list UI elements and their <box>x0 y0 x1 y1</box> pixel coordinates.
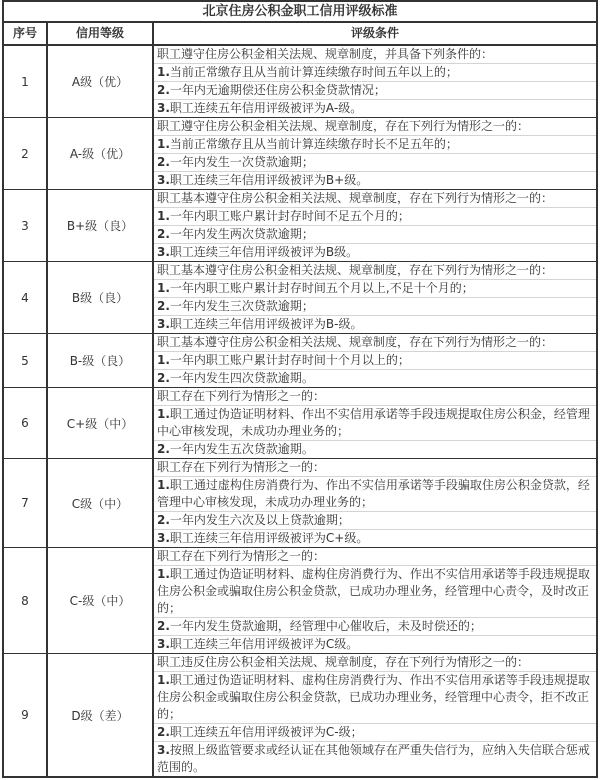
condition-item: 职工存在下列行为情形之一的： <box>157 389 326 403</box>
credit-grade-cell: C级（中） <box>46 459 152 547</box>
condition-item: 3.职工连续五年信用评级被评为A-级。 <box>154 99 596 117</box>
condition-item: 职工基本遵守住房公积金相关法规、规章制度，存在下列行为情形之一的： <box>157 335 554 349</box>
condition-item: 职工违反住房公积金相关法规、规章制度，存在下列行为情形之一的： <box>157 655 530 669</box>
table-row <box>4 46 596 118</box>
conditions-cell <box>152 654 596 776</box>
condition-item: 1.一年内职工账户累计封存时间五个月以上,不足十个月的； <box>154 279 596 297</box>
table-row <box>4 118 596 190</box>
condition-item: 1.职工通过伪造证明材料、虚构住房消费行为、作出不实信用承诺等手段违规提取住房公积金或骗取住房公积金贷款，已成功办理业务，经管理中心责令，拒不改正的； <box>154 671 596 723</box>
conditions-cell <box>152 388 596 458</box>
condition-item: 2.一年内发生一次贷款逾期； <box>154 153 596 171</box>
condition-item: 1.当前正常缴存且从当前计算连续缴存时间五年以上的； <box>154 63 596 81</box>
condition-item: 职工存在下列行为情形之一的： <box>157 549 326 563</box>
header-cell-conditions: 评级条件 <box>152 23 596 44</box>
condition-item: 1.职工通过伪造证明材料、虚构住房消费行为、作出不实信用承诺等手段违规提取住房公积金或骗取住房公积金贷款，已成功办理业务，经管理中心责令，及时改正的； <box>154 565 596 617</box>
credit-rating-table <box>2 0 598 778</box>
condition-item: 2.一年内发生两次贷款逾期； <box>154 225 596 243</box>
condition-item: 3.职工连续三年信用评级被评为C+级。 <box>154 529 596 547</box>
condition-item: 2.一年内发生六次及以上贷款逾期； <box>154 511 596 529</box>
row-number-cell: 5 <box>21 353 29 368</box>
row-number-cell: 2 <box>21 146 29 161</box>
condition-item: 职工遵守住房公积金相关法规、规章制度，存在下列行为情形之一的： <box>157 119 530 133</box>
condition-item: 3.职工连续三年信用评级被评为B-级。 <box>154 315 596 333</box>
table-body <box>4 46 596 776</box>
condition-item: 2.职工连续五年信用评级被评为C-级； <box>154 723 596 741</box>
row-number-cell: 4 <box>21 290 29 305</box>
condition-item: 2.一年内发生三次贷款逾期； <box>154 297 596 315</box>
table-row <box>4 459 596 548</box>
conditions-cell <box>152 459 596 547</box>
condition-item: 2.一年内发生五次贷款逾期。 <box>154 440 596 458</box>
condition-item: 3.职工连续三年信用评级被评为C级。 <box>154 635 596 653</box>
credit-grade-cell: D级（差） <box>46 654 152 776</box>
condition-item: 1.职工通过伪造证明材料、作出不实信用承诺等手段违规提取住房公积金，经管理中心审核发现，未成功办理业务的； <box>154 405 596 440</box>
credit-grade-cell: C+级（中） <box>46 388 152 458</box>
table-row <box>4 190 596 262</box>
conditions-cell <box>152 118 596 189</box>
conditions-cell <box>152 548 596 653</box>
row-number-cell: 9 <box>21 708 29 722</box>
condition-item: 1.一年内职工账户累计封存时间十个月以上的； <box>154 351 596 369</box>
row-number-cell: 6 <box>21 416 29 430</box>
credit-grade-cell: B+级（良） <box>46 190 152 261</box>
condition-item: 职工遵守住房公积金相关法规、规章制度，并具备下列条件的： <box>157 47 494 61</box>
table-row <box>4 388 596 459</box>
condition-item: 职工基本遵守住房公积金相关法规、规章制度，存在下列行为情形之一的： <box>157 191 554 205</box>
credit-grade-cell: A级（优） <box>46 46 152 117</box>
condition-item: 1.当前正常缴存且从当前计算连续缴存时长不足五年的； <box>154 135 596 153</box>
condition-item: 1.一年内职工账户累计封存时间不足五个月的； <box>154 207 596 225</box>
condition-item: 职工存在下列行为情形之一的： <box>157 460 326 474</box>
condition-item: 2.一年内发生四次贷款逾期。 <box>154 369 596 387</box>
credit-grade-cell: B-级（良） <box>46 334 152 387</box>
header-cell-no: 序号 <box>12 26 37 40</box>
credit-grade-cell: C-级（中） <box>46 548 152 653</box>
table-header-row <box>4 21 596 46</box>
table-row <box>4 334 596 388</box>
table-row <box>4 548 596 654</box>
condition-item: 2.一年内发生贷款逾期，经管理中心催收后，未及时偿还的； <box>154 617 596 635</box>
conditions-cell <box>152 190 596 261</box>
row-number-cell: 7 <box>21 496 29 510</box>
conditions-cell <box>152 334 596 387</box>
condition-item: 3.职工连续三年信用评级被评为B级。 <box>154 243 596 261</box>
credit-grade-cell: B级（良） <box>46 262 152 333</box>
credit-grade-cell: A-级（优） <box>46 118 152 189</box>
header-cell-grade: 信用等级 <box>46 23 152 44</box>
condition-item: 职工基本遵守住房公积金相关法规、规章制度，存在下列行为情形之一的： <box>157 263 554 277</box>
conditions-cell <box>152 262 596 333</box>
conditions-cell <box>152 46 596 117</box>
condition-item: 3.职工连续三年信用评级被评为B+级。 <box>154 171 596 189</box>
row-number-cell: 8 <box>21 593 29 608</box>
table-row <box>4 262 596 334</box>
condition-item: 1.职工通过虚构住房消费行为、作出不实信用承诺等手段骗取住房公积金贷款，经管理中心审核发现，未成功办理业务的； <box>154 476 596 511</box>
table-title: 北京住房公积金职工信用评级标准 <box>4 2 596 21</box>
condition-item: 3.按照上级监管要求或经认证在其他领域存在严重失信行为，应纳入失信联合惩戒范围的。 <box>154 741 596 776</box>
row-number-cell: 1 <box>21 74 29 89</box>
row-number-cell: 3 <box>21 218 29 233</box>
condition-item: 2.一年内无逾期偿还住房公积金贷款情况； <box>154 81 596 99</box>
table-row <box>4 654 596 776</box>
